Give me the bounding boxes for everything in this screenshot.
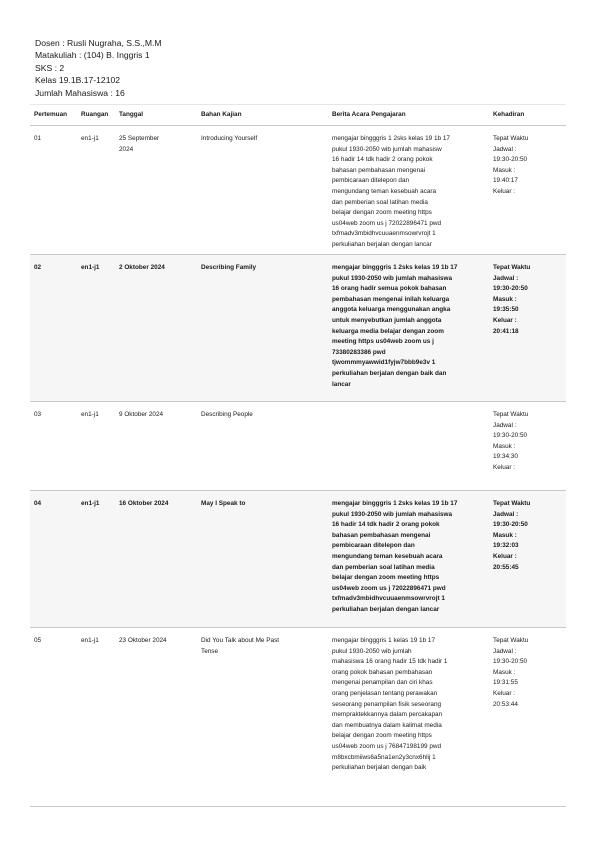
date: 2 Oktober 2024 <box>115 255 197 402</box>
attendance: Tepat Waktu Jadwal : 19:30-20:50 Masuk : 19:40:17 Keluar : <box>489 126 566 255</box>
table-row <box>30 402 566 491</box>
lecturer-line: Dosen : Rusli Nugraha, S.S.,M.M <box>35 38 162 48</box>
topic: Describing People <box>197 402 328 491</box>
table-row <box>30 126 566 255</box>
topic: Did You Talk about Me Past Tense <box>197 628 328 807</box>
meeting-number: 01 <box>30 126 77 255</box>
teaching-report: mengajar bingggris 1 2sks kelas 19 1b 17 pukul 1930-2050 wib jumlah mahasiswa 16 hadir 14 tdk hadir 2 orang pokok bahasan pembahasan mengenai pembicaraan ditelepon dan mengundang teman kesebuah acara dan pemberian soal latihan media belajar dengan zoom meeting https us04web zoom us j 72022896471 pwd txfmadv3mbidhvcuuaenmsowrvrojt 1 perkuliahan berjalan dengan lancar <box>328 491 489 628</box>
topic: Introducing Yourself <box>197 126 328 255</box>
teaching-report <box>328 402 489 491</box>
meeting-number: 03 <box>30 402 77 491</box>
teaching-report: mengajar bingggris 1 kelas 19 1b 17 pukul 1930-2050 wib jumlah mahasiswa 16 orang hadir 15 tdk hadir 1 orang pokok bahasan pembahasan mengenai penampilan dan ciri khas orang penjelasan tentang perawakan seseorang penampilan fisik seseorang mempraktekkannya dalam percakapan dan membuatnya dalam kalimat media belajar dengan zoom meeting https us04web zoom us j 76847198199 pwd m8bxcbmiiws6a5na1en2y3cnx6hlij 1 perkuliahan berjalan dengan baik <box>328 628 489 807</box>
topic: May I Speak to <box>197 491 328 628</box>
topic: Describing Family <box>197 255 328 402</box>
attendance-table <box>30 104 566 807</box>
date: 25 September 2024 <box>115 126 197 255</box>
table-row <box>30 491 566 628</box>
column-header-bahan-kajian: Bahan Kajian <box>197 105 328 126</box>
course-line: Matakuliah : (104) B. Inggris 1 <box>35 50 150 61</box>
meeting-number: 04 <box>30 491 77 628</box>
attendance: Tepat Waktu Jadwal : 19:30-20:50 Masuk : 19:35:50 Keluar : 20:41:18 <box>489 255 566 402</box>
column-header-pertemuan: Pertemuan <box>30 105 77 126</box>
document-header <box>35 37 162 99</box>
credits-line: SKS : 2 <box>35 62 65 73</box>
teaching-report: mengajar bingggris 1 2sks kelas 19 1b 17 pukul 1930-2050 wib jumlah mahasisw 16 hadir 14 tdk hadir 2 orang pokok bahasan pembahasan mengenai pembicaraan ditelepon dan mengundang teman kesebuah acara dan pemberian soal latihan media belajar dengan zoom meeting https us04web zoom us j 72022896471 pwd txfmadv3mbidhvcuuaenmsowrvrojt 1 perkuliahan berjalan dengan lancar <box>328 126 489 255</box>
table-row <box>30 628 566 807</box>
room: en1-j1 <box>77 628 115 807</box>
room: en1-j1 <box>77 126 115 255</box>
meeting-number: 02 <box>30 255 77 402</box>
room: en1-j1 <box>77 255 115 402</box>
attendance: Tepat Waktu Jadwal : 19:30-20:50 Masuk : 19:32:03 Keluar : 20:55:45 <box>489 491 566 628</box>
table-header-row <box>30 105 566 126</box>
column-header-kehadiran: Kehadiran <box>489 105 566 126</box>
date: 9 Oktober 2024 <box>115 402 197 491</box>
table-row <box>30 255 566 402</box>
teaching-report: mengajar bingggris 1 2sks kelas 19 1b 17 pukul 1930-2050 wib jumlah mahasiswa 16 orang hadir semua pokok bahasan pembahasan mengenai inilah keluarga anggota keluarga menggunakan angka untuk menyebutkan jumlah anggota keluarga media belajar dengan zoom meeting https us04web zoom us j 73380283386 pwd tjwommmyawwid1fyjw7bbb9e3v 1 perkuliahan berjalan dengan baik dan lancar <box>328 255 489 402</box>
column-header-tanggal: Tanggal <box>115 105 197 126</box>
column-header-berita-acara: Berita Acara Pengajaran <box>328 105 489 126</box>
class-line: Kelas 19.1B.17-12102 <box>35 75 121 86</box>
date: 23 Oktober 2024 <box>115 628 197 807</box>
room: en1-j1 <box>77 491 115 628</box>
attendance: Tepat Waktu Jadwal : 19:30-20:50 Masuk : 19:34:30 Keluar : <box>489 402 566 491</box>
date: 16 Oktober 2024 <box>115 491 197 628</box>
column-header-ruangan: Ruangan <box>77 105 115 126</box>
meeting-number: 05 <box>30 628 77 807</box>
student-count-line: Jumlah Mahasiswa : 16 <box>35 87 125 98</box>
room: en1-j1 <box>77 402 115 491</box>
attendance: Tepat Waktu Jadwal : 19:30-20:50 Masuk : 19:31:55 Keluar : 20:53:44 <box>489 628 566 807</box>
